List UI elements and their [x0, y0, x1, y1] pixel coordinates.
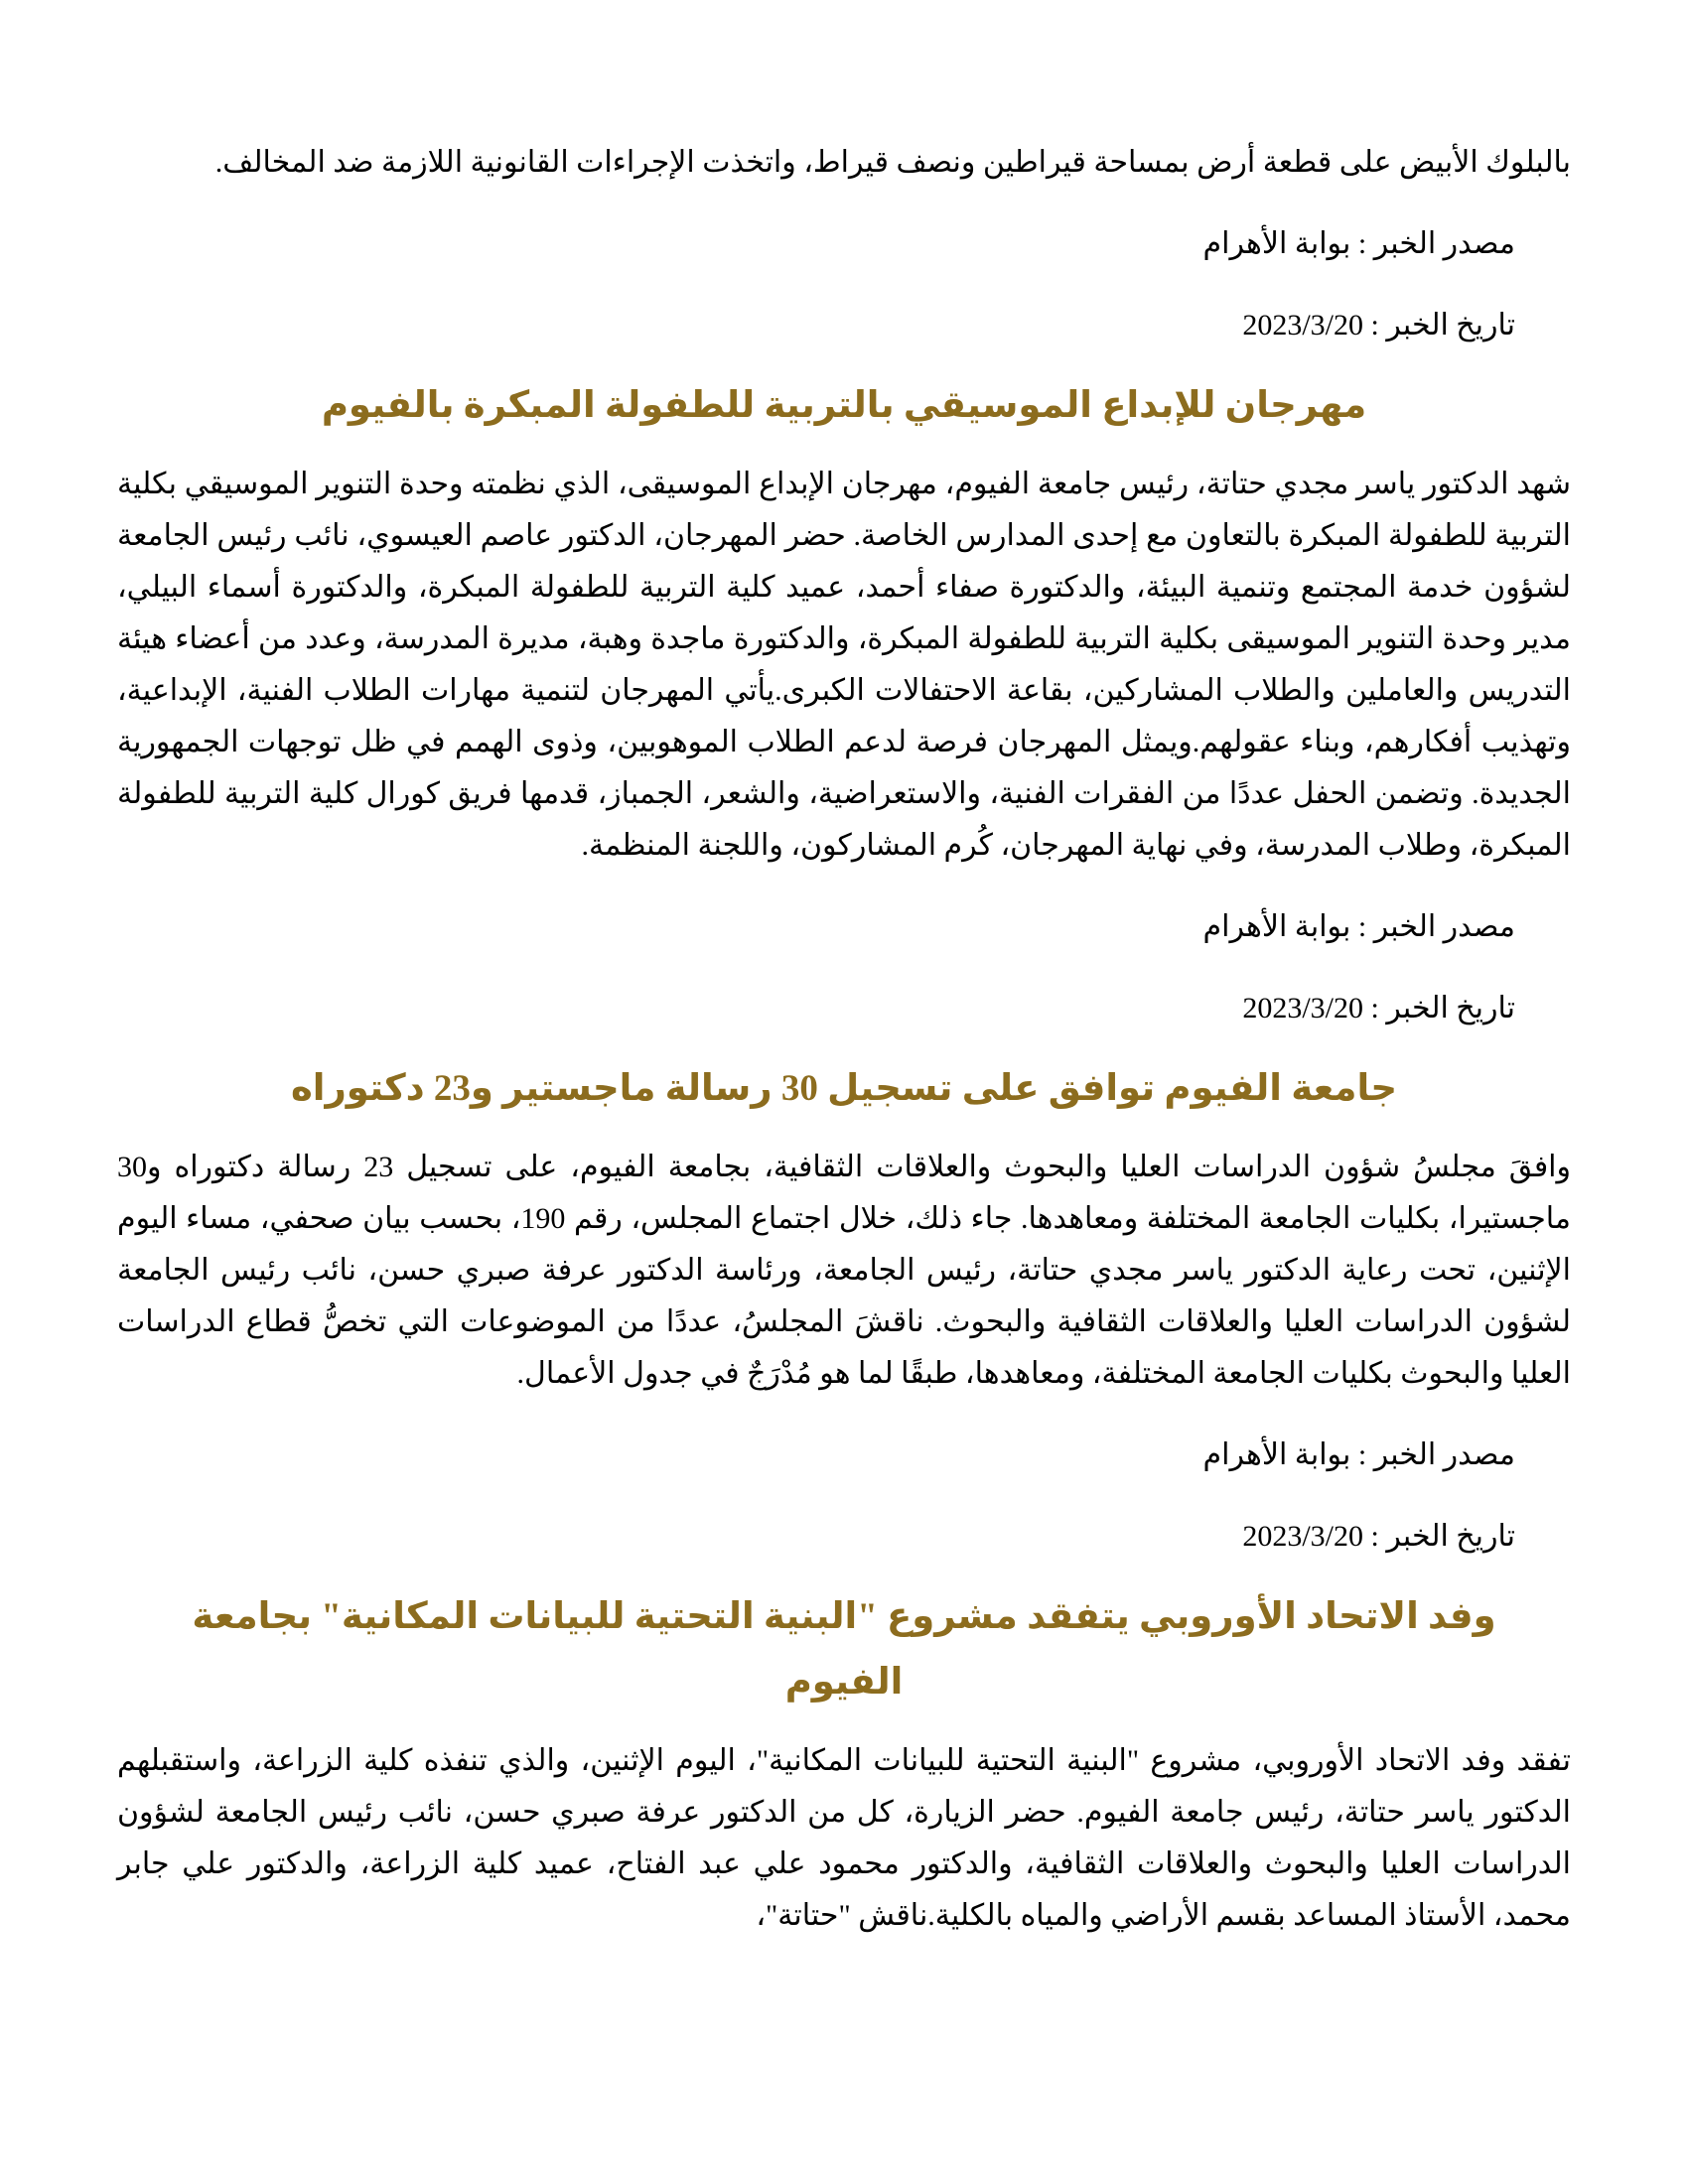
- news-date-line: تاريخ الخبر : 2023/3/20: [1242, 1520, 1515, 1553]
- intro-continuation-paragraph: بالبلوك الأبيض على قطعة أرض بمساحة قيراطين ونصف قيراط، واتخذت الإجراءات القانونية اللازمة ضد المخالف.: [214, 146, 1571, 179]
- article-body: تفقد وفد الاتحاد الأوروبي، مشروع "البنية التحتية للبيانات المكانية"، اليوم الإثنين، والذي تنفذه كلية الزراعة، واستقبلهم الدكتور ياسر حتاتة، رئيس جامعة الفيوم. حضر الزيارة، كل من الدكتور عرفة صبري حسن، نائب رئيس الجامعة لشؤون الدراسات العليا والبحوث والعلاقات الثقافية، والدكتور محمود علي عبد الفتاح، عميد كلية الزراعة، والدكتور علي جابر محمد، الأستاذ المساعد بقسم الأراضي والمياه بالكلية.ناقش "حتاتة"،: [117, 1744, 1571, 1932]
- article-body: وافقَ مجلسُ شؤون الدراسات العليا والبحوث والعلاقات الثقافية، بجامعة الفيوم، على تسجيل 23 رسالة دكتوراه و30 ماجستيرا، بكليات الجامعة المختلفة ومعاهدها. جاء ذلك، خلال اجتماع المجلس، رقم 190، بحسب بيان صحفي، مساء اليوم الإثنين، تحت رعاية الدكتور ياسر مجدي حتاتة، رئيس الجامعة، ورئاسة الدكتور عرفة صبري حسن، نائب رئيس الجامعة لشؤون الدراسات العليا والعلاقات الثقافية والبحوث. ناقشَ المجلسُ، عددًا من الموضوعات التي تخصُّ قطاع الدراسات العليا والبحوث بكليات الجامعة المختلفة، ومعاهدها، طبقًا لما هو مُدْرَجٌ في جدول الأعمال.: [117, 1151, 1571, 1390]
- news-date-line: تاريخ الخبر : 2023/3/20: [1242, 309, 1515, 341]
- news-source-line: مصدر الخبر : بوابة الأهرام: [1202, 1438, 1515, 1471]
- news-source-line: مصدر الخبر : بوابة الأهرام: [1202, 910, 1515, 943]
- news-source-line: مصدر الخبر : بوابة الأهرام: [1202, 227, 1515, 260]
- article: [117, 1584, 1571, 1942]
- article: [117, 1056, 1571, 1400]
- article-body: شهد الدكتور ياسر مجدي حتاتة، رئيس جامعة الفيوم، مهرجان الإبداع الموسيقى، الذي نظمته وحدة التنوير الموسيقي بكلية التربية للطفولة المبكرة بالتعاون مع إحدى المدارس الخاصة. حضر المهرجان، الدكتور عاصم العيسوي، نائب رئيس الجامعة لشؤون خدمة المجتمع وتنمية البيئة، والدكتورة صفاء أحمد، عميد كلية التربية للطفولة المبكرة، والدكتورة أسماء البيلي، مدير وحدة التنوير الموسيقى بكلية التربية للطفولة المبكرة، والدكتورة ماجدة وهبة، مديرة المدرسة، وعدد من أعضاء هيئة التدريس والعاملين والطلاب المشاركين، بقاعة الاحتفالات الكبرى.يأتي المهرجان لتنمية مهارات الطلاب الفنية، الإبداعية، وتهذيب أفكارهم، وبناء عقولهم.ويمثل المهرجان فرصة لدعم الطلاب الموهوبين، وذوى الهمم في ظل توجهات الجمهورية الجديدة. وتضمن الحفل عددًا من الفقرات الفنية، والاستعراضية، والشعر، الجمباز، قدمها فريق كورال كلية التربية للطفولة المبكرة، وطلاب المدرسة، وفي نهاية المهرجان، كُرم المشاركون، واللجنة المنظمة.: [117, 468, 1571, 862]
- news-date-line: تاريخ الخبر : 2023/3/20: [1242, 992, 1515, 1024]
- article-title: مهرجان للإبداع الموسيقي بالتربية للطفولة المبكرة بالفيوم: [321, 385, 1367, 426]
- news-meta-block: [117, 218, 1571, 351]
- article-title: جامعة الفيوم توافق على تسجيل 30 رسالة ماجستير و23 دكتوراه: [290, 1068, 1398, 1109]
- article: [117, 373, 1571, 872]
- news-meta-block: [117, 901, 1571, 1034]
- news-meta-block: [117, 1430, 1571, 1563]
- article-title: وفد الاتحاد الأوروبي يتفقد مشروع "البنية التحتية للبيانات المكانية" بجامعة الفيوم: [192, 1596, 1496, 1703]
